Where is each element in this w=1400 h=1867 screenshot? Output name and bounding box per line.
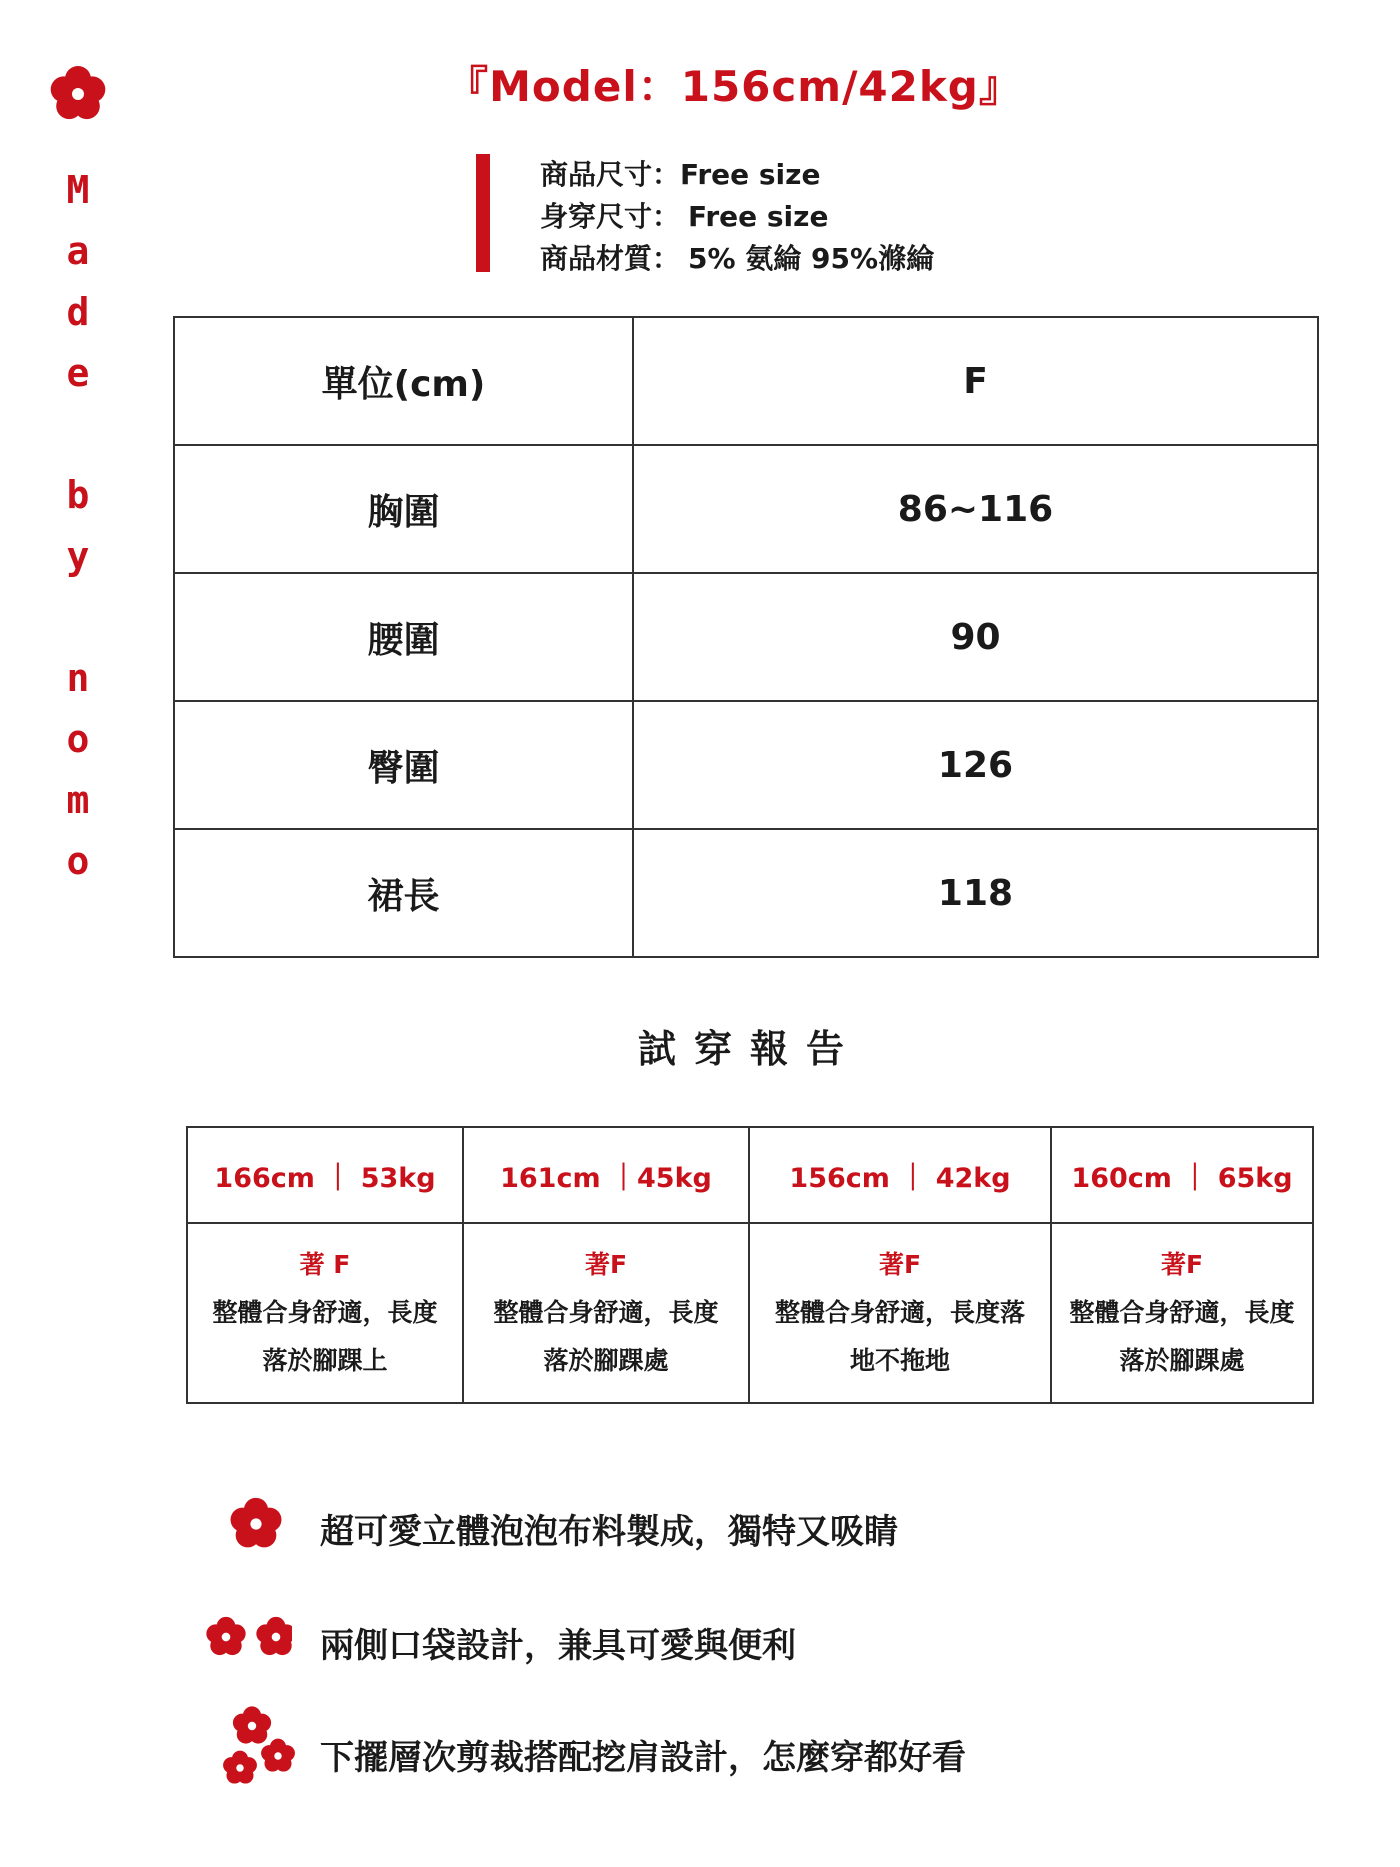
fit-note-line: 整體合身舒適，長度 (212, 1298, 438, 1327)
brand-letter: b (66, 473, 90, 517)
brand-letter: M (66, 168, 90, 212)
spec-label: 商品材質： (540, 242, 681, 275)
worn-size-label: 著F (584, 1250, 628, 1279)
worn-size-label: 著F (1160, 1250, 1204, 1279)
brand-letter: a (66, 229, 90, 273)
table-header-row (174, 317, 1318, 445)
three-flowers-icon (210, 1704, 298, 1788)
table-cell-label: 腰圍 (174, 573, 633, 701)
vertical-brand-text (48, 160, 108, 892)
table-cell-unit: 單位(cm) (174, 317, 633, 445)
brand-letter: n (66, 656, 90, 700)
report-header-row (187, 1127, 1313, 1223)
report-header-cell: 166cm ｜ 53kg (187, 1127, 463, 1223)
worn-size-label: 著 F (299, 1250, 351, 1279)
table-cell-label: 胸圍 (174, 445, 633, 573)
brand-letter: e (66, 351, 90, 395)
brand-letter: o (66, 717, 90, 761)
model-info-heading: 『Model：156cm/42kg』 (446, 62, 1022, 111)
table-cell-value: 118 (633, 829, 1318, 957)
spec-label: 商品尺寸： (540, 158, 681, 191)
brand-letter (48, 587, 108, 648)
fit-note-line: 落於腳踝上 (262, 1346, 388, 1375)
report-header-cell: 156cm ｜ 42kg (749, 1127, 1051, 1223)
report-cell (463, 1223, 749, 1403)
report-header-cell: 160cm ｜ 65kg (1051, 1127, 1313, 1223)
fit-note-line: 整體合身舒適，長度 (493, 1298, 719, 1327)
spec-value: Free size (680, 158, 821, 191)
table-row (174, 829, 1318, 957)
table-cell-value: 126 (633, 701, 1318, 829)
table-cell-value: 90 (633, 573, 1318, 701)
worn-size-label: 著F (878, 1250, 922, 1279)
spec-accent-bar (476, 154, 490, 272)
spec-row-wear-size (540, 196, 934, 238)
table-row (174, 445, 1318, 573)
brand-letter: d (66, 290, 90, 334)
feature-item-pockets: 兩側口袋設計，兼具可愛與便利 (320, 1626, 796, 1666)
table-cell-label: 臀圍 (174, 701, 633, 829)
two-flowers-icon (204, 1614, 292, 1660)
fit-report-table (186, 1126, 1314, 1404)
report-cell (749, 1223, 1051, 1403)
report-body-row (187, 1223, 1313, 1403)
brand-letter: y (66, 534, 90, 578)
flower-icon (228, 1496, 284, 1552)
brand-letter (48, 404, 108, 465)
spec-label: 身穿尺寸： (540, 200, 681, 233)
spec-list (540, 154, 934, 280)
report-header-cell: 161cm ｜45kg (463, 1127, 749, 1223)
feature-item-hem-cut: 下擺層次剪裁搭配挖肩設計，怎麼穿都好看 (320, 1738, 966, 1778)
fit-note-line: 地不拖地 (849, 1346, 950, 1375)
spec-row-product-size (540, 154, 934, 196)
fit-note-line: 整體合身舒適，長度 (1069, 1298, 1295, 1327)
table-row (174, 573, 1318, 701)
spec-row-material (540, 238, 934, 280)
table-row (174, 701, 1318, 829)
spec-value: Free size (688, 200, 829, 233)
size-table (173, 316, 1319, 958)
table-cell-value: 86~116 (633, 445, 1318, 573)
table-cell-label: 裙長 (174, 829, 633, 957)
fit-note-line: 落於腳踝處 (543, 1346, 669, 1375)
feature-item-fabric: 超可愛立體泡泡布料製成，獨特又吸睛 (320, 1512, 898, 1552)
table-cell-size: F (633, 317, 1318, 445)
fit-report-title: 試穿報告 (637, 1027, 862, 1071)
spec-value: 5% 氨綸 95%滌綸 (688, 242, 935, 275)
fit-note-line: 整體合身舒適，長度落 (774, 1298, 1025, 1327)
brand-letter: o (66, 839, 90, 883)
fit-note-line: 落於腳踝處 (1119, 1346, 1245, 1375)
report-cell (187, 1223, 463, 1403)
report-cell (1051, 1223, 1313, 1403)
brand-letter: m (66, 778, 90, 822)
